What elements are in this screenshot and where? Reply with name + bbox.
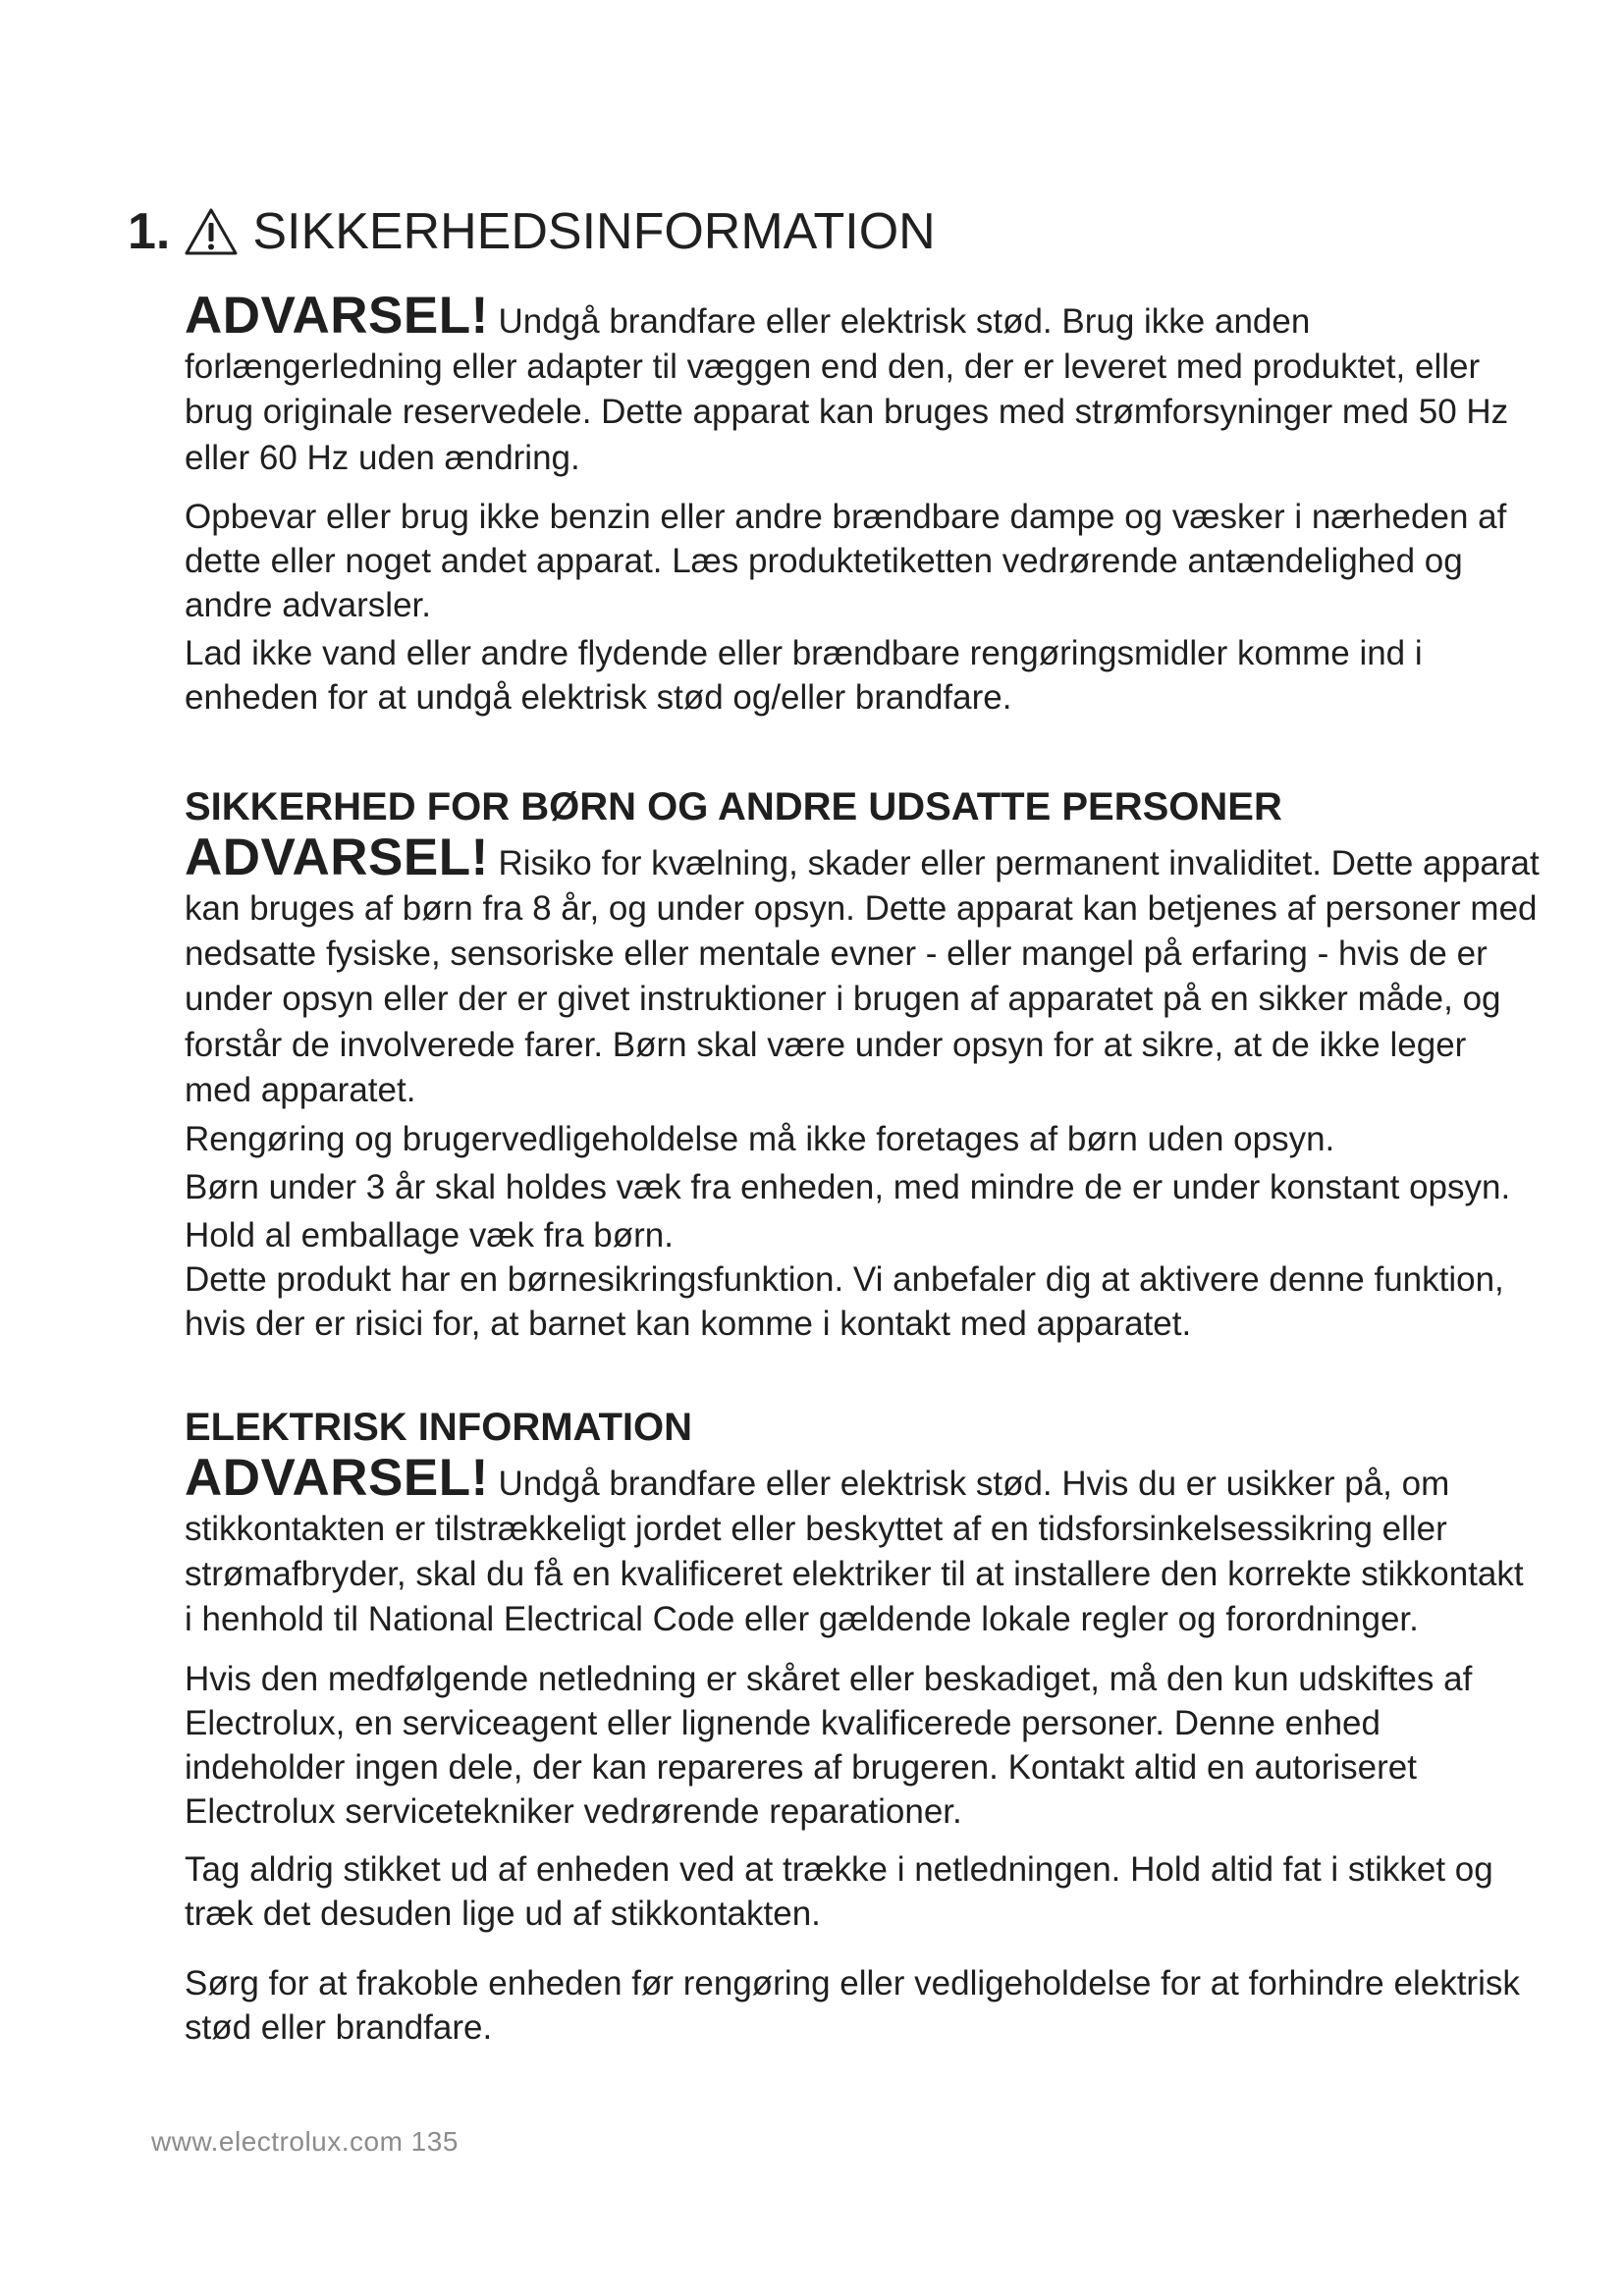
paragraph: Opbevar eller brug ikke benzin eller andre brændbare dampe og væsker i nærheden af dette eller noget andet apparat. Læs produktetiketten vedrørende antændelighed og andre advarsler. (185, 497, 1507, 624)
warning-paragraph-1 (185, 287, 1540, 481)
section-number: 1. (128, 203, 171, 260)
paragraph: Dette produkt har en børnesikringsfunktion. Vi anbefaler dig at aktivere denne funktion, hvis der er risici for, at barnet kan komme i kontakt med apparatet. (185, 1259, 1504, 1343)
content (185, 287, 1540, 2050)
warning-text: Risiko for kvælning, skader eller permanent invaliditet. Dette apparat kan bruges af børn fra 8 år, og under opsyn. Dette apparat kan betjenes af personer med nedsatte fysiske, sensoriske eller mentale evner - eller mangel på erfaring - hvis de er under opsyn eller der er givet instruktioner i brugen af apparatet på en sikker måde, og forstår de involverede farer. Børn skal være under opsyn for at sikre, at de ikke leger med apparatet. (185, 843, 1540, 1109)
paragraph: Sørg for at frakoble enheden før rengøring eller vedligeholdelse for at forhindre elektrisk stød eller brandfare. (185, 1963, 1520, 2047)
paragraph: Rengøring og brugervedligeholdelse må ikke foretages af børn uden opsyn. (185, 1119, 1335, 1158)
section-heading-electrical: ELEKTRISK INFORMATION (185, 1405, 693, 1449)
paragraph: Børn under 3 år skal holdes væk fra enheden, med mindre de er under konstant opsyn. (185, 1167, 1511, 1206)
warning-label: ADVARSEL! (185, 287, 489, 345)
section-heading-children-safety: SIKKERHED FOR BØRN OG ANDRE UDSATTE PERSONER (185, 784, 1282, 828)
warning-paragraph-3 (185, 1448, 1540, 1643)
paragraph: Lad ikke vand eller andre flydende eller brændbare rengøringsmidler komme ind i enheden for at undgå elektrisk stød og/eller brandfare. (185, 633, 1423, 717)
warning-text: Undgå brandfare eller elektrisk stød. Brug ikke anden forlængerledning eller adapter til væggen end den, der er leveret med produktet, eller brug originale reservedele. Dette apparat kan bruges med strømforsyninger med 50 Hz eller 60 Hz uden ændring. (185, 302, 1509, 477)
warning-label: ADVARSEL! (185, 1448, 489, 1507)
page-footer: www.electrolux.com 135 (151, 2126, 459, 2157)
warning-paragraph-2 (185, 828, 1540, 1113)
warning-text: Undgå brandfare eller elektrisk stød. Hvis du er usikker på, om stikkontakten er tilstrækkeligt jordet eller beskyttet af en tidsforsinkelsessikring eller strømafbryder, skal du få en kvalificeret elektriker til at installere den korrekte stikkontakt i henhold til National Electrical Code eller gældende lokale regler og forordninger. (185, 1464, 1524, 1639)
warning-label: ADVARSEL! (185, 828, 489, 886)
paragraph: Hold al emballage væk fra børn. (185, 1215, 674, 1255)
paragraph: Hvis den medfølgende netledning er skåret eller beskadiget, må den kun udskiftes af Electrolux, en serviceagent eller lignende kvalificerede personer. Denne enhed indeholder ingen dele, der kan repareres af brugeren. Kontakt altid en autoriseret Electrolux servicetekniker vedrørende reparationer. (185, 1659, 1473, 1831)
warning-triangle-icon (184, 207, 239, 256)
title-text: SIKKERHEDSINFORMATION (252, 203, 936, 260)
paragraph: Tag aldrig stikket ud af enheden ved at trække i netledningen. Hold altid fat i stikket og træk det desuden lige ud af stikkontakten. (185, 1849, 1493, 1933)
page-title (128, 192, 936, 271)
